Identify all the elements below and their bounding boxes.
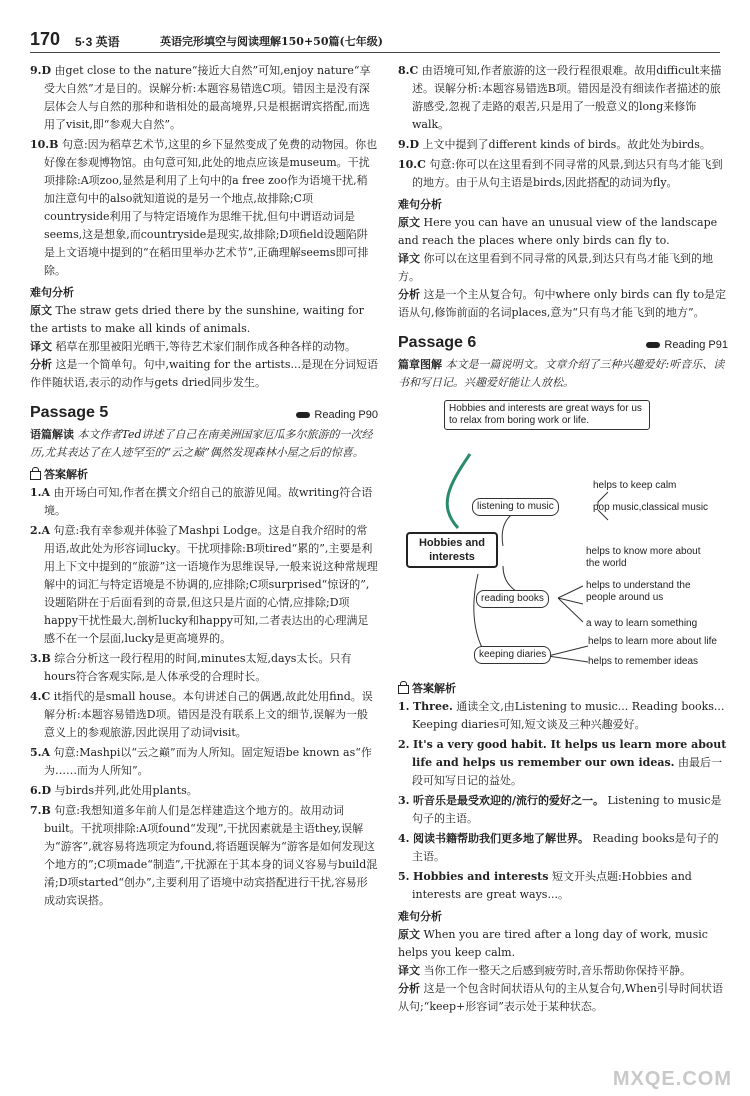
page-number: 170 — [30, 29, 61, 49]
original-sentence: 原文 The straw gets dried there by the sunshine, waiting for the artists to make all kinds of animals. — [30, 304, 364, 335]
answer-item: 3. 听音乐是最受欢迎的/流行的爱好之一。 Listening to music是句子的主语。 — [398, 794, 722, 825]
analysis-heading: 难句分析 — [30, 286, 74, 299]
analysis: 分析 这是一个主从复合句。句中where only birds can fly to是定语从句,修饰前面的名词places,意为“只有鸟才能飞到的地方”。 — [398, 288, 727, 319]
branch-detail: helps to keep calm — [593, 480, 677, 491]
answer-item: 4.C it指代的是small house。本句讲述自己的偶遇,故此处用find。误解分析:本题容易错选D项。错因是没有联系上文的细节,误解为一般意义上的参观旅游,因此误用了动词visit。 — [30, 690, 373, 739]
translation: 译文 稻草在那里被阳光晒干,等待艺术家们制作成各种各样的动物。 — [30, 340, 356, 353]
answer-item: 2. It's a very good habit. It helps us learn more about life and helps us remember our own ideas. 由最后一段可知写日记的益处。 — [398, 738, 727, 787]
answer-item: 10.B 句意:因为稻草艺术节,这里的乡下显然变成了免费的动物园。你也好像在参观博物馆。由句意可知,此处的地点应该是museum。干扰项排除:A项zoo,显然是利用了上句中的a free zoo作为语境干扰,稍加注意句中的also就知道说的是另一个地点,故排除;C项countryside利用了与特定语境作为思维干扰,但句中谓语动词是seems,这是想象,而countryside是现实,故排除;D项field设题陷阱是上文语境中提到的“在稻田里举办艺术节”,正确理解seems即可排除。 — [30, 138, 378, 277]
answer-item: 9.D 由get close to the nature“接近大自然”可知,enjoy nature“享受大自然”才是目的。误解分析:本题容易错选C项。错因主是没有深层体会人与自然的那种和谐相处的最高境界,只是根据谓宾搭配,而选用了visit,即“参观大自然”。 — [30, 64, 371, 131]
passage-title: Passage 5 — [30, 404, 109, 421]
mind-map-diagram — [398, 396, 728, 676]
answers-heading: 答案解析 — [30, 466, 378, 484]
answer-item: 6.D 与birds并列,此处用plants。 — [30, 784, 198, 797]
branch-keeping-diaries: keeping diaries — [474, 646, 551, 664]
reading-ref: Reading P90 — [296, 406, 378, 424]
branch-reading-books: reading books — [476, 590, 549, 608]
branch-detail: helps to remember ideas — [588, 656, 699, 667]
passage-intro: 语篇解读 本文作者Ted讲述了自己在南美洲国家厄瓜多尔旅游的一次经历,尤其表达了在人迹罕至的“云之巅”偶然发现森林小屋之后的惊喜。 — [30, 428, 373, 459]
answer-item: 2.A 句意:我有幸参观并体验了Mashpi Lodge。这是自我介绍时的常用语,故此处为形容词lucky。干扰项排除:B项tired“累的”,主要是利用上下文中提到的“旅游”这一语境作为思维误导,一般来说这种常规理解中的词汇与特定语境是不协调的,应排除;C项surprised“惊讶的”,设题陷阱在于后面看到的奇景,但这只是片面的心情,应排除;D项happy干扰性最大,剖析lucky和happy可知,二者表达出的心理满足感不在一个层面,lucky是更高境界的。 — [30, 524, 378, 645]
answer-item: 7.B 句意:我想知道多年前人们是怎样建造这个地方的。故用动词built。干扰项排除:A项found“发现”,干扰因素就是主语they,误解为“游客”,就容易将选项定为found,将语题误解为“游客是如何发现这个地方的”;C项made“制造”,干扰源在于其本身的词义容易与build混淆;D项started“创办”,主要利用了语境中动宾搭配进行干扰,容易形成动宾误搭。 — [30, 804, 378, 907]
analysis-heading: 难句分析 — [398, 910, 442, 923]
left-column — [30, 62, 378, 912]
analysis: 分析 这是一个包含时间状语从句的主从复合句,When引导时间状语从句;“keep+形容词”表示处于某种状态。 — [398, 982, 723, 1013]
translation: 译文 你可以在这里看到不同寻常的风景,到达只有鸟才能飞到的地方。 — [398, 252, 713, 283]
branch-listening-to-music: listening to music — [472, 498, 559, 516]
passage-5-header — [30, 400, 378, 426]
answer-item: 8.C 由语境可知,作者旅游的这一段行程很艰难。故用difficult来描述。误解分析:本题容易错选B项。错因是没有细读作者描述的旅游感受,忽视了走路的艰苦,只是用了一般意义的long来修饰walk。 — [398, 64, 722, 131]
translation: 译文 当你工作一整天之后感到疲劳时,音乐帮助你保持平静。 — [398, 964, 691, 977]
original-sentence: 原文 When you are tired after a long day of work, music helps you keep calm. — [398, 928, 708, 959]
analysis: 分析 这是一个简单句。句中,waiting for the artists...是现在分词短语作伴随状语,表示的动作与gets dried同步发生。 — [30, 358, 378, 389]
answer-item: 5. Hobbies and interests 短文开头点题:Hobbies and interests are great ways...。 — [398, 870, 692, 901]
pen-icon — [646, 342, 660, 348]
branch-detail: pop music,classical music — [593, 502, 709, 513]
diagram-top-box: Hobbies and interests are great ways for us to relax from boring work or life. — [444, 400, 650, 430]
branch-detail: a way to learn something — [586, 618, 698, 629]
lock-icon — [398, 685, 409, 694]
brand-label: 5·3 英语 — [75, 35, 120, 49]
answer-item: 10.C 句意:你可以在这里看到不同寻常的风景,到达只有鸟才能飞到的地方。由于从句主语是birds,因此搭配的动词为fly。 — [398, 158, 723, 189]
page-header — [30, 30, 720, 53]
answer-item: 4. 阅读书籍帮助我们更多地了解世界。 Reading books是句子的主语。 — [398, 832, 719, 863]
answers-heading: 答案解析 — [398, 680, 728, 698]
passage-intro: 篇章图解 本文是一篇说明文。文章介绍了三种兴趣爱好:听音乐、读书和写日记。兴趣爱好能让人放松。 — [398, 358, 725, 389]
right-column — [398, 62, 728, 1016]
lock-icon — [30, 471, 41, 480]
answer-item: 9.D 上文中提到了different kinds of birds。故此处为birds。 — [398, 138, 711, 151]
branch-detail: helps to understand the people around us — [586, 580, 691, 603]
branch-detail: helps to learn more about life — [588, 636, 717, 647]
reading-ref: Reading P91 — [646, 336, 728, 354]
answer-item: 1. Three. 通读全文,由Listening to music... Reading books... Keeping diaries可知,短文谈及三种兴趣爱好。 — [398, 700, 725, 731]
branch-detail: helps to know more about the world — [586, 546, 701, 569]
answer-item: 3.B 综合分析这一段行程用的时间,minutes太短,days太长。只有hours符合客观实际,是人体承受的合理时长。 — [30, 652, 352, 683]
diagram-center-node: Hobbies and interests — [406, 532, 498, 568]
book-title: 英语完形填空与阅读理解150+50篇(七年级) — [160, 35, 383, 48]
passage-6-header — [398, 330, 728, 356]
passage-title: Passage 6 — [398, 334, 477, 351]
original-sentence: 原文 Here you can have an unusual view of the landscape and reach the places where only birds can fly to. — [398, 216, 718, 247]
watermark: MXQE.COM — [612, 1068, 732, 1090]
pen-icon — [296, 412, 310, 418]
analysis-heading: 难句分析 — [398, 198, 442, 211]
answer-item: 5.A 句意:Mashpi以“云之巅”而为人所知。固定短语be known as“作为……而为人所知”。 — [30, 746, 372, 777]
answer-item: 1.A 由开场白可知,作者在撰文介绍自己的旅游见闻。故writing符合语境。 — [30, 486, 373, 517]
